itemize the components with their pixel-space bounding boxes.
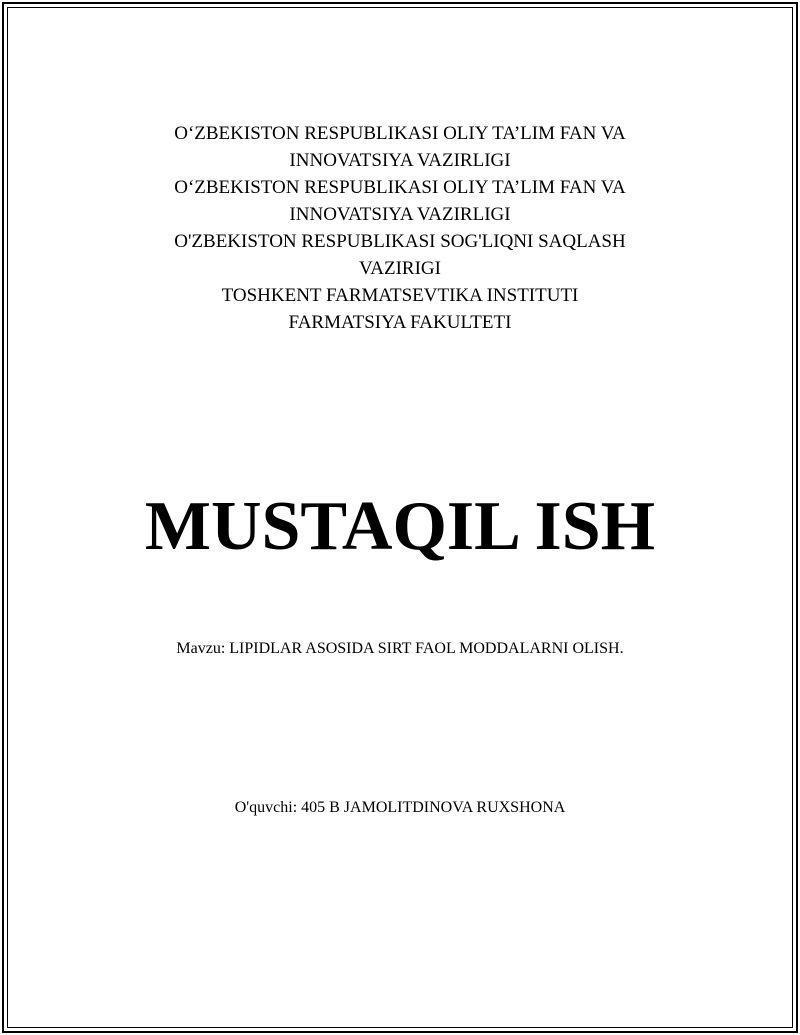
header-line: O'ZBEKISTON RESPUBLIKASI SOG'LIQNI SAQLASH bbox=[174, 231, 626, 252]
document-title: MUSTAQIL ISH bbox=[144, 488, 656, 565]
header-line: INNOVATSIYA VAZIRLIGI bbox=[289, 204, 511, 225]
student-line: O'quvchi: 405 B JAMOLITDINOVA RUXSHONA bbox=[234, 799, 566, 816]
ministry-header bbox=[0, 120, 800, 336]
header-line: VAZIRIGI bbox=[359, 258, 441, 279]
topic-line: Mavzu: LIPIDLAR ASOSIDA SIRT FAOL MODDALARNI OLISH. bbox=[176, 640, 624, 657]
header-line: INNOVATSIYA VAZIRLIGI bbox=[289, 150, 511, 171]
header-line: FARMATSIYA FAKULTETI bbox=[288, 312, 512, 333]
header-line: O‘ZBEKISTON RESPUBLIKASI OLIY TA’LIM FAN VA bbox=[174, 177, 626, 198]
header-line: TOSHKENT FARMATSEVTIKA INSTITUTI bbox=[221, 285, 579, 306]
header-line: O‘ZBEKISTON RESPUBLIKASI OLIY TA’LIM FAN VA bbox=[174, 123, 626, 144]
